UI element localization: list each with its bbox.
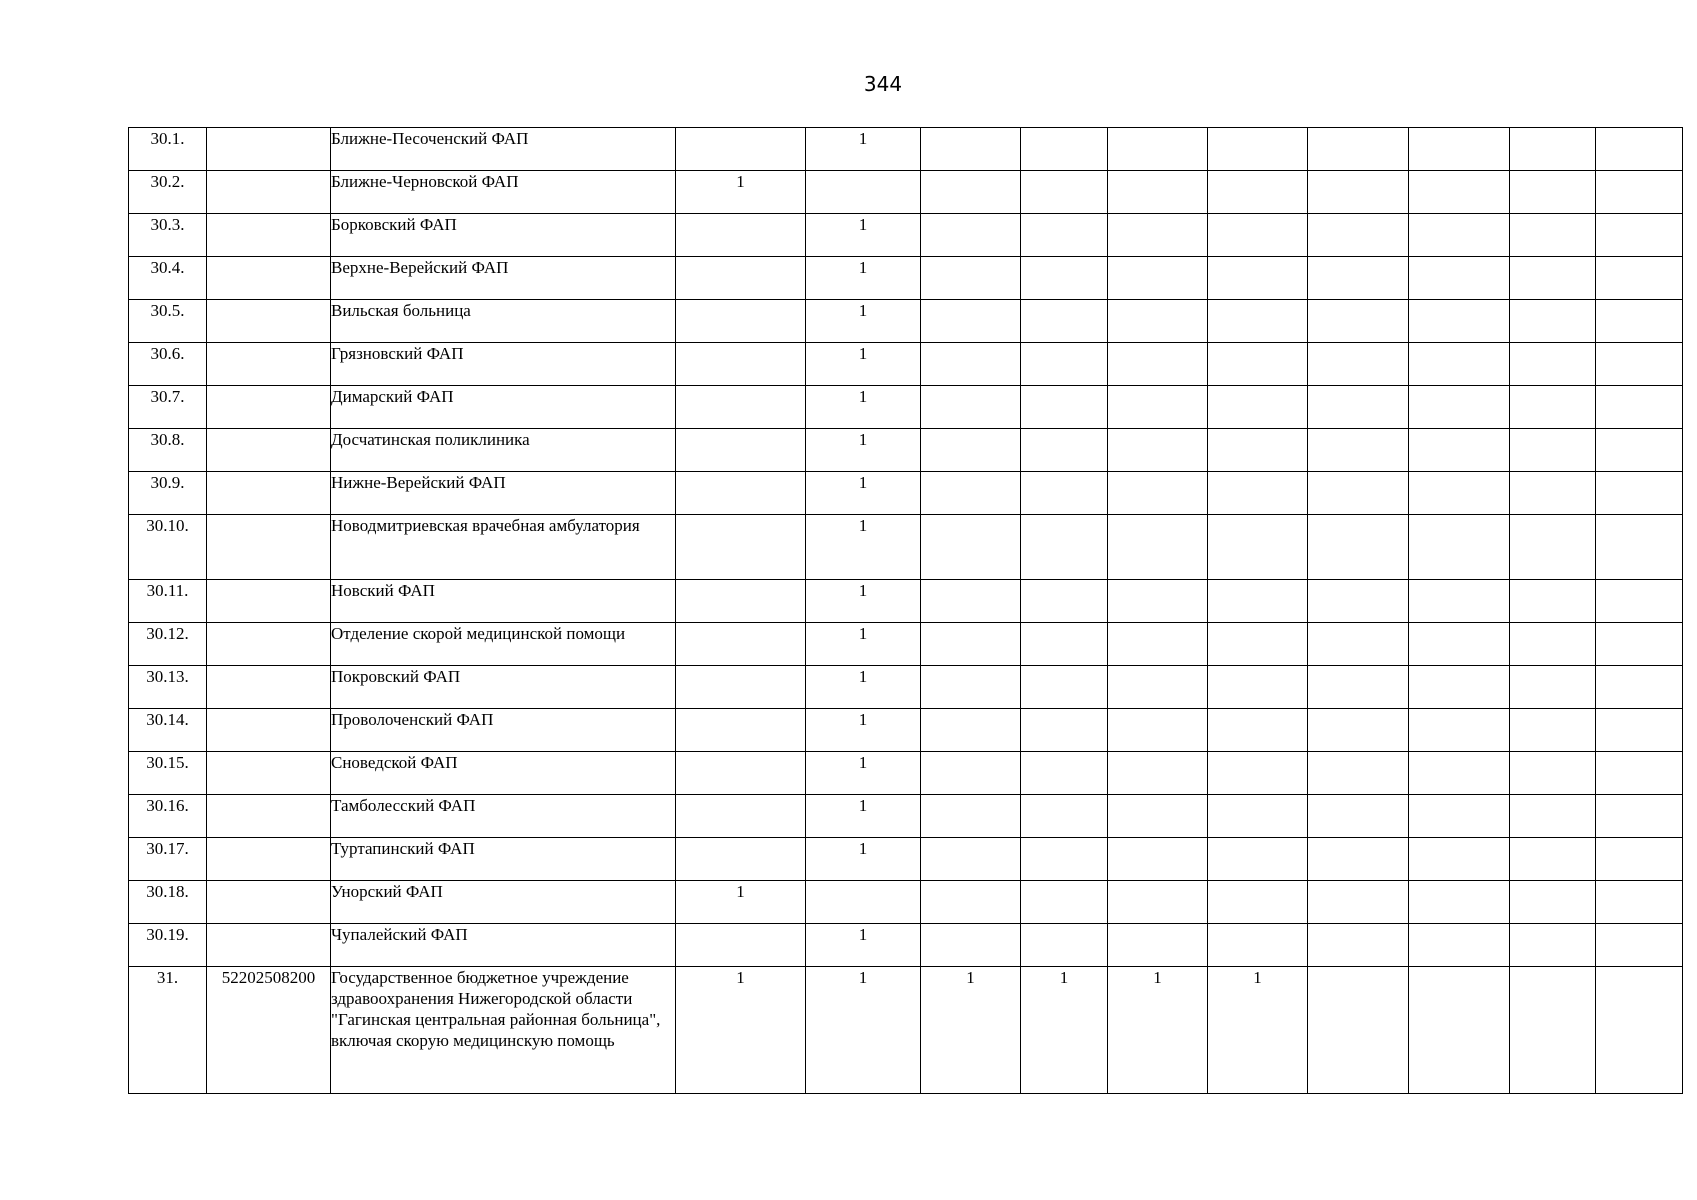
- value-cell: [1409, 257, 1510, 300]
- value-cell: [1208, 429, 1308, 472]
- value-cell: [1108, 171, 1208, 214]
- value-cell: [1021, 257, 1108, 300]
- table-row: [129, 967, 1697, 1094]
- row-number-cell: 30.18.: [129, 881, 207, 924]
- table-row: [129, 214, 1697, 257]
- value-cell: [921, 580, 1021, 623]
- row-number-cell: 30.19.: [129, 924, 207, 967]
- value-cell: [1510, 795, 1596, 838]
- value-cell: [1510, 171, 1596, 214]
- value-cell: [1596, 128, 1683, 171]
- row-number-cell: 30.17.: [129, 838, 207, 881]
- value-cell: [1510, 515, 1596, 580]
- code-cell: [207, 623, 331, 666]
- facility-name-cell: Нижне-Верейский ФАП: [331, 472, 676, 515]
- code-cell: 52202508200: [207, 967, 331, 1094]
- value-cell: [1108, 666, 1208, 709]
- table-row: [129, 709, 1697, 752]
- code-cell: [207, 838, 331, 881]
- value-cell: [1596, 795, 1683, 838]
- value-cell: [1409, 472, 1510, 515]
- value-cell: [1208, 171, 1308, 214]
- row-number-cell: 30.12.: [129, 623, 207, 666]
- value-cell: [1208, 300, 1308, 343]
- code-cell: [207, 386, 331, 429]
- value-cell: 1: [806, 300, 921, 343]
- value-cell: 1: [806, 924, 921, 967]
- value-cell: [921, 795, 1021, 838]
- value-cell: 1: [676, 171, 806, 214]
- facility-name-cell: Ближне-Черновской ФАП: [331, 171, 676, 214]
- value-cell: [1208, 580, 1308, 623]
- value-cell: [1409, 214, 1510, 257]
- value-cell: [1596, 257, 1683, 300]
- value-cell: [921, 881, 1021, 924]
- value-cell: [1308, 709, 1409, 752]
- value-cell: [1021, 214, 1108, 257]
- code-cell: [207, 300, 331, 343]
- value-cell: [1510, 623, 1596, 666]
- value-cell: [1021, 429, 1108, 472]
- value-cell: [1596, 623, 1683, 666]
- row-number-cell: 30.2.: [129, 171, 207, 214]
- value-cell: [921, 300, 1021, 343]
- value-cell: [1108, 386, 1208, 429]
- value-cell: [1308, 838, 1409, 881]
- value-cell: [806, 171, 921, 214]
- value-cell: [1308, 623, 1409, 666]
- value-cell: [1308, 171, 1409, 214]
- table-row: [129, 924, 1697, 967]
- value-cell: [1409, 838, 1510, 881]
- code-cell: [207, 171, 331, 214]
- value-cell: [1510, 709, 1596, 752]
- value-cell: [921, 924, 1021, 967]
- facility-name-cell: Ближне-Песоченский ФАП: [331, 128, 676, 171]
- code-cell: [207, 257, 331, 300]
- table-row: [129, 623, 1697, 666]
- value-cell: [1108, 257, 1208, 300]
- value-cell: [1108, 515, 1208, 580]
- value-cell: [1021, 300, 1108, 343]
- value-cell: 1: [806, 752, 921, 795]
- value-cell: [1208, 515, 1308, 580]
- value-cell: 1: [806, 709, 921, 752]
- value-cell: [676, 128, 806, 171]
- value-cell: [921, 429, 1021, 472]
- value-cell: [1510, 666, 1596, 709]
- value-cell: [921, 515, 1021, 580]
- value-cell: [1510, 881, 1596, 924]
- value-cell: [1409, 795, 1510, 838]
- value-cell: [1208, 214, 1308, 257]
- value-cell: [1021, 515, 1108, 580]
- value-cell: [921, 171, 1021, 214]
- code-cell: [207, 666, 331, 709]
- value-cell: [676, 343, 806, 386]
- value-cell: [806, 881, 921, 924]
- value-cell: [1308, 128, 1409, 171]
- table-row: [129, 881, 1697, 924]
- table-row: [129, 472, 1697, 515]
- value-cell: [921, 386, 1021, 429]
- value-cell: [1308, 386, 1409, 429]
- table-row: [129, 515, 1697, 580]
- code-cell: [207, 343, 331, 386]
- value-cell: [1510, 472, 1596, 515]
- table-body: [129, 128, 1697, 1094]
- table-row: [129, 171, 1697, 214]
- value-cell: [1596, 386, 1683, 429]
- value-cell: [676, 623, 806, 666]
- facility-name-cell: Сноведской ФАП: [331, 752, 676, 795]
- row-number-cell: 30.16.: [129, 795, 207, 838]
- value-cell: [1596, 515, 1683, 580]
- value-cell: [1021, 838, 1108, 881]
- value-cell: [1510, 967, 1596, 1094]
- value-cell: [676, 752, 806, 795]
- value-cell: [1596, 666, 1683, 709]
- value-cell: 1: [1108, 967, 1208, 1094]
- value-cell: 1: [806, 214, 921, 257]
- value-cell: [921, 214, 1021, 257]
- table-row: [129, 429, 1697, 472]
- table-row: [129, 128, 1697, 171]
- value-cell: [1409, 343, 1510, 386]
- value-cell: [676, 386, 806, 429]
- value-cell: [1409, 623, 1510, 666]
- value-cell: [1308, 881, 1409, 924]
- value-cell: [1308, 343, 1409, 386]
- value-cell: [1021, 472, 1108, 515]
- value-cell: [1510, 300, 1596, 343]
- value-cell: [1510, 752, 1596, 795]
- value-cell: [676, 257, 806, 300]
- value-cell: [1208, 472, 1308, 515]
- table-row: [129, 257, 1697, 300]
- value-cell: [676, 924, 806, 967]
- value-cell: 1: [676, 881, 806, 924]
- value-cell: [1409, 881, 1510, 924]
- row-number-cell: 30.14.: [129, 709, 207, 752]
- value-cell: [1021, 709, 1108, 752]
- value-cell: 1: [921, 967, 1021, 1094]
- row-number-cell: 30.11.: [129, 580, 207, 623]
- value-cell: [1108, 343, 1208, 386]
- code-cell: [207, 214, 331, 257]
- value-cell: [921, 128, 1021, 171]
- facility-name-cell: Новодмитриевская врачебная амбулатория: [331, 515, 676, 580]
- value-cell: [1308, 666, 1409, 709]
- value-cell: [1308, 472, 1409, 515]
- code-cell: [207, 580, 331, 623]
- value-cell: [676, 429, 806, 472]
- table-row: [129, 666, 1697, 709]
- table-row: [129, 838, 1697, 881]
- facility-name-cell: Тамболесский ФАП: [331, 795, 676, 838]
- value-cell: [1021, 386, 1108, 429]
- value-cell: [921, 623, 1021, 666]
- value-cell: [676, 214, 806, 257]
- table-row: [129, 752, 1697, 795]
- facility-name-cell: Государственное бюджетное учреждение здравоохранения Нижегородской области "Гагинская центральная районная больница", включая скорую медицинскую помощь: [331, 967, 676, 1094]
- value-cell: 1: [806, 795, 921, 838]
- value-cell: [921, 752, 1021, 795]
- value-cell: [1208, 343, 1308, 386]
- value-cell: [1596, 171, 1683, 214]
- row-number-cell: 30.9.: [129, 472, 207, 515]
- value-cell: [1021, 171, 1108, 214]
- value-cell: [1108, 752, 1208, 795]
- value-cell: [1021, 343, 1108, 386]
- value-cell: [1108, 214, 1208, 257]
- value-cell: [1021, 666, 1108, 709]
- value-cell: [921, 709, 1021, 752]
- value-cell: [921, 343, 1021, 386]
- value-cell: 1: [806, 838, 921, 881]
- value-cell: 1: [806, 343, 921, 386]
- value-cell: [1596, 300, 1683, 343]
- code-cell: [207, 472, 331, 515]
- value-cell: [676, 300, 806, 343]
- facility-name-cell: Досчатинская поликлиника: [331, 429, 676, 472]
- value-cell: [921, 838, 1021, 881]
- value-cell: [1510, 343, 1596, 386]
- value-cell: [676, 515, 806, 580]
- row-number-cell: 30.8.: [129, 429, 207, 472]
- value-cell: [1208, 924, 1308, 967]
- table-row: [129, 300, 1697, 343]
- facility-name-cell: Туртапинский ФАП: [331, 838, 676, 881]
- row-number-cell: 30.5.: [129, 300, 207, 343]
- value-cell: [1208, 752, 1308, 795]
- row-number-cell: 30.4.: [129, 257, 207, 300]
- value-cell: [1308, 967, 1409, 1094]
- value-cell: [1021, 623, 1108, 666]
- value-cell: [1510, 257, 1596, 300]
- value-cell: [1308, 752, 1409, 795]
- value-cell: [1409, 924, 1510, 967]
- value-cell: [1208, 386, 1308, 429]
- facility-name-cell: Проволоченский ФАП: [331, 709, 676, 752]
- value-cell: [1308, 795, 1409, 838]
- value-cell: [1510, 128, 1596, 171]
- value-cell: [1108, 881, 1208, 924]
- value-cell: [1208, 623, 1308, 666]
- value-cell: [1596, 472, 1683, 515]
- table-row: [129, 386, 1697, 429]
- facility-name-cell: Чупалейский ФАП: [331, 924, 676, 967]
- value-cell: [1510, 386, 1596, 429]
- value-cell: [1208, 881, 1308, 924]
- value-cell: [1108, 838, 1208, 881]
- value-cell: 1: [676, 967, 806, 1094]
- value-cell: [1409, 171, 1510, 214]
- row-number-cell: 30.15.: [129, 752, 207, 795]
- row-number-cell: 31.: [129, 967, 207, 1094]
- value-cell: 1: [806, 429, 921, 472]
- value-cell: [1596, 967, 1683, 1094]
- value-cell: [1308, 429, 1409, 472]
- page-number: 344: [863, 72, 903, 96]
- facilities-table: [128, 127, 1697, 1094]
- value-cell: [1108, 472, 1208, 515]
- value-cell: [1596, 924, 1683, 967]
- value-cell: [1596, 214, 1683, 257]
- value-cell: [1208, 709, 1308, 752]
- value-cell: [1409, 300, 1510, 343]
- row-number-cell: 30.13.: [129, 666, 207, 709]
- value-cell: [1208, 838, 1308, 881]
- value-cell: [1108, 709, 1208, 752]
- value-cell: [1021, 752, 1108, 795]
- table-row: [129, 580, 1697, 623]
- facility-name-cell: Вильская больница: [331, 300, 676, 343]
- value-cell: [1208, 257, 1308, 300]
- facility-name-cell: Покровский ФАП: [331, 666, 676, 709]
- value-cell: [676, 580, 806, 623]
- value-cell: [1596, 429, 1683, 472]
- value-cell: [921, 257, 1021, 300]
- value-cell: 1: [806, 666, 921, 709]
- value-cell: [1409, 666, 1510, 709]
- value-cell: [676, 666, 806, 709]
- value-cell: [1108, 795, 1208, 838]
- value-cell: 1: [1208, 967, 1308, 1094]
- value-cell: [1308, 300, 1409, 343]
- code-cell: [207, 881, 331, 924]
- value-cell: 1: [806, 515, 921, 580]
- value-cell: [1208, 666, 1308, 709]
- value-cell: [1596, 838, 1683, 881]
- row-number-cell: 30.3.: [129, 214, 207, 257]
- value-cell: [1108, 623, 1208, 666]
- value-cell: [1208, 128, 1308, 171]
- value-cell: [921, 666, 1021, 709]
- value-cell: 1: [806, 580, 921, 623]
- facility-name-cell: Отделение скорой медицинской помощи: [331, 623, 676, 666]
- value-cell: [1108, 429, 1208, 472]
- code-cell: [207, 128, 331, 171]
- code-cell: [207, 752, 331, 795]
- value-cell: [1308, 515, 1409, 580]
- value-cell: [1021, 580, 1108, 623]
- value-cell: [1510, 214, 1596, 257]
- code-cell: [207, 515, 331, 580]
- value-cell: 1: [806, 128, 921, 171]
- value-cell: [1409, 709, 1510, 752]
- row-number-cell: 30.10.: [129, 515, 207, 580]
- value-cell: [1596, 709, 1683, 752]
- value-cell: 1: [806, 472, 921, 515]
- value-cell: [1409, 386, 1510, 429]
- code-cell: [207, 924, 331, 967]
- value-cell: [1308, 214, 1409, 257]
- value-cell: [1596, 580, 1683, 623]
- facility-name-cell: Димарский ФАП: [331, 386, 676, 429]
- code-cell: [207, 709, 331, 752]
- row-number-cell: 30.1.: [129, 128, 207, 171]
- value-cell: [1409, 128, 1510, 171]
- value-cell: [1108, 300, 1208, 343]
- facility-name-cell: Новский ФАП: [331, 580, 676, 623]
- value-cell: [1108, 924, 1208, 967]
- value-cell: [1021, 128, 1108, 171]
- value-cell: [1021, 881, 1108, 924]
- value-cell: [1021, 795, 1108, 838]
- facility-name-cell: Борковский ФАП: [331, 214, 676, 257]
- facility-name-cell: Грязновский ФАП: [331, 343, 676, 386]
- value-cell: [1409, 967, 1510, 1094]
- value-cell: [1510, 580, 1596, 623]
- value-cell: [676, 709, 806, 752]
- value-cell: [1409, 580, 1510, 623]
- code-cell: [207, 429, 331, 472]
- value-cell: 1: [806, 623, 921, 666]
- value-cell: [1510, 924, 1596, 967]
- table-row: [129, 343, 1697, 386]
- row-number-cell: 30.7.: [129, 386, 207, 429]
- value-cell: 1: [1021, 967, 1108, 1094]
- value-cell: [1021, 924, 1108, 967]
- value-cell: [1510, 838, 1596, 881]
- value-cell: [1409, 752, 1510, 795]
- facility-name-cell: Унорский ФАП: [331, 881, 676, 924]
- value-cell: [676, 472, 806, 515]
- table-row: [129, 795, 1697, 838]
- code-cell: [207, 795, 331, 838]
- value-cell: [1409, 429, 1510, 472]
- value-cell: [1510, 429, 1596, 472]
- value-cell: [1596, 752, 1683, 795]
- value-cell: [1208, 795, 1308, 838]
- value-cell: [1108, 580, 1208, 623]
- row-number-cell: 30.6.: [129, 343, 207, 386]
- facility-name-cell: Верхне-Верейский ФАП: [331, 257, 676, 300]
- value-cell: [921, 472, 1021, 515]
- value-cell: [1596, 343, 1683, 386]
- value-cell: [1108, 128, 1208, 171]
- value-cell: [1596, 881, 1683, 924]
- value-cell: [1308, 257, 1409, 300]
- value-cell: [676, 795, 806, 838]
- value-cell: 1: [806, 257, 921, 300]
- value-cell: 1: [806, 967, 921, 1094]
- value-cell: [1308, 924, 1409, 967]
- value-cell: [1308, 580, 1409, 623]
- value-cell: [676, 838, 806, 881]
- value-cell: [1409, 515, 1510, 580]
- value-cell: 1: [806, 386, 921, 429]
